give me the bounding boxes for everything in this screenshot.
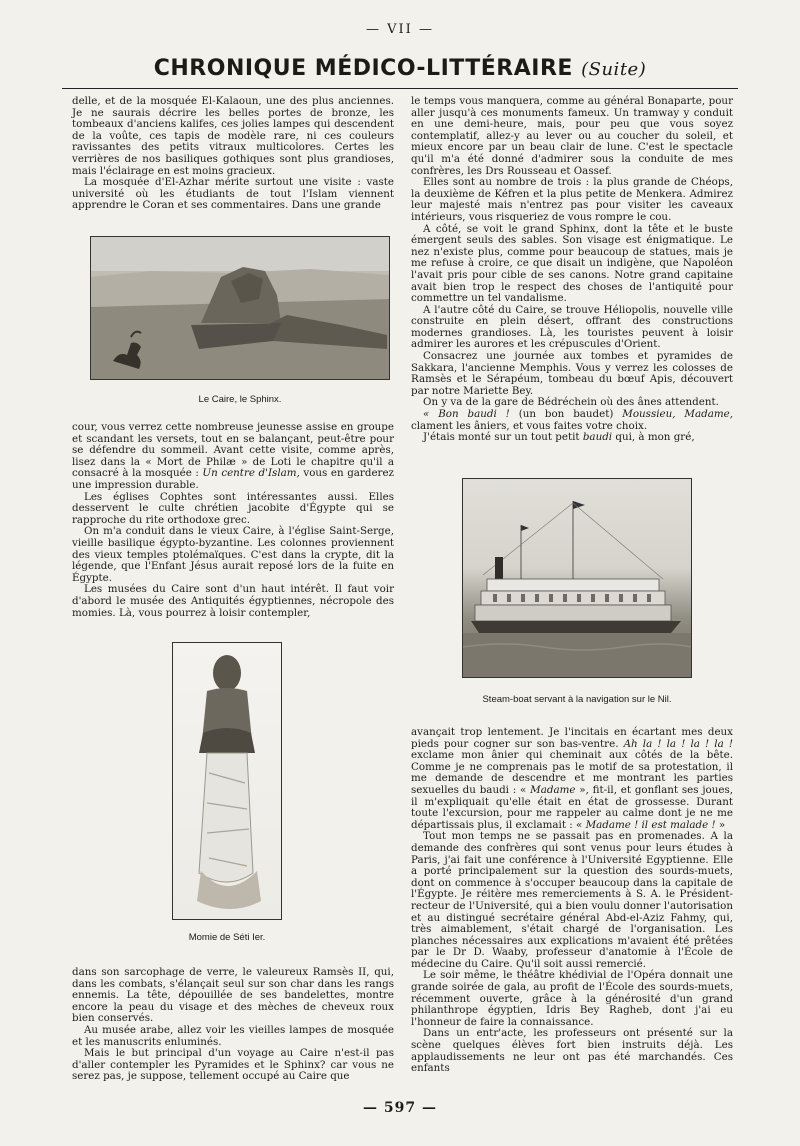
figure-steamboat <box>462 478 692 708</box>
paragraph: le temps vous manquera, comme au général Bonaparte, pour aller jusqu'à ces monuments fameux. Un tramway y conduit en une demi-heure, mais, pour peu que vous soyez contemplatif, allez-y au lever ou au coucher du soleil, et mieux encore par un beau clair de lune. C'est le spectacle qu'il m'a été donné d'admirer sous la conduite de mes confrères, les Drs Rousseau et Oassef. <box>411 95 733 177</box>
text-run: exclame mon ânier qui cheminait aux côtés de la bête. Comme je ne comprenais pas le motif de sa protestation, il me demande de descendre et me montrant les parties sexuelles du baudi : « <box>411 749 733 796</box>
steamboat-caption: Steam-boat servant à la navigation sur le Nil. <box>482 694 672 705</box>
text-run: », fit-il, et gonflant ses joues, il m'expliquait qu'elle était en état de grossesse. Durant toute l'excursion, pour me rappeler au calme dont je ne me départissais plus, il exclamait : « <box>411 783 733 831</box>
text-run: vous en garderez une impression durable. <box>72 467 394 491</box>
text-run: avançait trop lentement. Je l'incitais en écartant mes deux pieds pour cogner sur son bas-ventre. <box>411 726 733 750</box>
steamboat-illustration <box>463 479 691 677</box>
paragraph: Au musée arabe, allez voir les vieilles lampes de mosquée et les manuscrits enluminés. <box>72 1023 394 1048</box>
paragraph: Dans un entr'acte, les professeurs ont présenté sur la scène quelques élèves fort bien instruits déjà. Les applaudissements ne leur ont pas été marchandés. Ces enfants <box>411 1027 733 1075</box>
mummy-illustration <box>173 643 281 919</box>
paragraph: On m'a conduit dans le vieux Caire, à l'église Saint-Serge, vieille basilique égypto-byzantine. Les colonnes proviennent des vieux temples ptolémaïques. C'est dans la crypte, dit la légende, que l'Enfant Jésus aurait reposé lors de la fuite en Égypte. <box>72 525 394 584</box>
paragraph <box>72 422 394 492</box>
title-rule <box>62 88 738 89</box>
paragraph <box>411 409 733 432</box>
italic-run: Un centre d'Islam, <box>202 467 300 480</box>
left-column-top <box>72 96 394 212</box>
figure-mummy <box>172 642 282 952</box>
text-run: clament les âniers, et vous faites votre choix. <box>411 419 648 432</box>
sphinx-caption: Le Caire, le Sphinx. <box>198 394 282 405</box>
running-head: — VII — <box>366 22 434 37</box>
text-run: (un bon baudet) <box>518 408 623 421</box>
sphinx-photo <box>90 236 390 380</box>
paragraph: delle, et de la mosquée El-Kalaoun, une des plus anciennes. Je ne saurais décrire les belles portes de bronze, les tombeaux d'anciens kalifes, ces jolies lampes qui descendent de la voûte, ces tapis de modèle rare, ni ces couleurs ravissantes des petits vitraux multicolores. Certes les verrières de nos basiliques gothiques sont plus grandioses, mais l'éclairage en est moins gracieux. <box>72 95 394 177</box>
text-run: » <box>715 818 726 831</box>
mummy-caption: Momie de Séti Ier. <box>188 932 266 943</box>
paragraph: Elles sont au nombre de trois : la plus grande de Chéops, la deuxième de Kéfren et la plus petite de Menkera. Admirez leur majesté mais n'entrez pas pour visiter les caveaux intérieurs, vous risqueriez de vous rompre le cou. <box>411 176 733 223</box>
paragraph: Tout mon temps ne se passait pas en promenades. A la demande des confrères qui sont venus pour leurs études à Paris, j'ai fait une conférence à l'Université Egyptienne. Elle a porté principalement sur la question des sourds-muets, dont on commence à s'occuper beaucoup dans la capitale de l'Égypte. Je réitère mes remerciements à S. A. le Président-recteur de l'Université, qui a bien voulu donner l'autorisation et au distingué secrétaire général Abd-el-Aziz Fahmy, qui, très aimablement, s'était chargé de l'organisation. Les planches nécessaires aux explications m'avaient été prêtées par le Dr D. Waaby, professeur d'anatomie à l'École de médecine du Caire. Qu'il soit aussi remercié. <box>411 830 733 970</box>
italic-run: Madame ! il est malade ! <box>585 818 716 831</box>
paragraph: A côté, se voit le grand Sphinx, dont la tête et le buste émergent seuls des sables. Son visage est énigmatique. Le nez n'existe plus, comme pour beaucoup de statues, mais je me refuse à croire, ce que disait un indigène, que Napoléon l'avait pris pour cible de ses canons. Notre grand capitaine avait bien trop le respect des choses de l'antiquité pour commettre un tel vandalisme. <box>411 222 733 305</box>
page-number: — 597 — <box>363 1100 437 1116</box>
left-column-bottom <box>72 967 394 1083</box>
left-column-middle <box>72 422 394 619</box>
italic-run: Madame <box>530 783 576 796</box>
section-title-text: CHRONIQUE MÉDICO-LITTÉRAIRE <box>153 56 573 81</box>
italic-run: baudi <box>582 431 613 444</box>
steamboat-photo <box>462 478 692 678</box>
italic-run: Moussieu, Madame, <box>622 408 733 421</box>
right-column-top <box>411 96 733 444</box>
paragraph: A l'autre côté du Caire, se trouve Héliopolis, nouvelle ville construite en plein désert, offrant des constructions modernes grandioses. Là, les touristes peuvent à loisir admirer les aurores et les crépuscules d'Orient. <box>411 303 733 351</box>
mummy-photo <box>172 642 282 920</box>
paragraph <box>411 727 733 831</box>
text-run: cour, vous verrez cette nombreuse jeunesse assise en groupe et scandant les versets, tout en se balançant, peut-être pour se défendre du sommeil. Avant cette visite, comme après, lisez dans la « Mort de Philæ » de Loti le chapitre qu'il a consacré à la mosquée : <box>72 421 394 480</box>
paragraph: dans son sarcophage de verre, le valeureux Ramsès II, qui, dans les combats, s'élançait seul sur son char dans les rangs ennemis. La tête, dépouillée de ses bandelettes, montre encore la peau du visage et des mèches de cheveux roux bien conservés. <box>72 966 394 1025</box>
paragraph <box>411 432 733 444</box>
paragraph: Les musées du Caire sont d'un haut intérêt. Il faut voir d'abord le musée des Antiquités égyptiennes, nécropole des momies. Là, vous pourrez à loisir contempler, <box>72 583 394 619</box>
section-title <box>60 56 740 81</box>
paragraph: Le soir même, le théâtre khédivial de l'Opéra donnait une grande soirée de gala, au profit de l'École des sourds-muets, récemment ouverte, grâce à la générosité d'un grand philanthrope égyptien, Idris Bey Ragheb, dont j'ai eu l'honneur de faire la connaissance. <box>411 969 733 1028</box>
text-run: J'étais monté sur un tout petit <box>423 431 583 444</box>
paragraph: Les églises Cophtes sont intéressantes aussi. Elles desservent le culte chrétien jacobite d'Égypte qui se rapproche du rite orthodoxe grec. <box>72 490 394 526</box>
sphinx-illustration <box>91 237 389 379</box>
figure-sphinx <box>90 236 390 414</box>
text-run: qui, à mon gré, <box>612 431 695 444</box>
paragraph: On y va de la gare de Bédréchein où des ânes attendent. <box>423 396 719 409</box>
paragraph: Mais le but principal d'un voyage au Caire n'est-il pas d'aller contempler les Pyramides et le Sphinx? car vous ne serez pas, je suppose, tellement occupé au Caire que <box>72 1047 394 1083</box>
section-title-suffix: (Suite) <box>581 59 647 80</box>
paragraph: Consacrez une journée aux tombes et pyramides de Sakkara, l'ancienne Memphis. Vous y verrez les colosses de Ramsès et le Sérapéum, tombeau du bœuf Apis, découvert par notre Mariette Bey. <box>411 350 733 397</box>
italic-run: Ah la ! la ! la ! la ! <box>623 737 733 750</box>
italic-run: « Bon baudi ! <box>423 408 519 421</box>
right-column-bottom <box>411 727 733 1075</box>
paragraph: La mosquée d'El-Azhar mérite surtout une visite : vaste université où les étudiants de tout l'Islam viennent apprendre le Coran et ses commentaires. Dans une grande <box>72 176 394 212</box>
